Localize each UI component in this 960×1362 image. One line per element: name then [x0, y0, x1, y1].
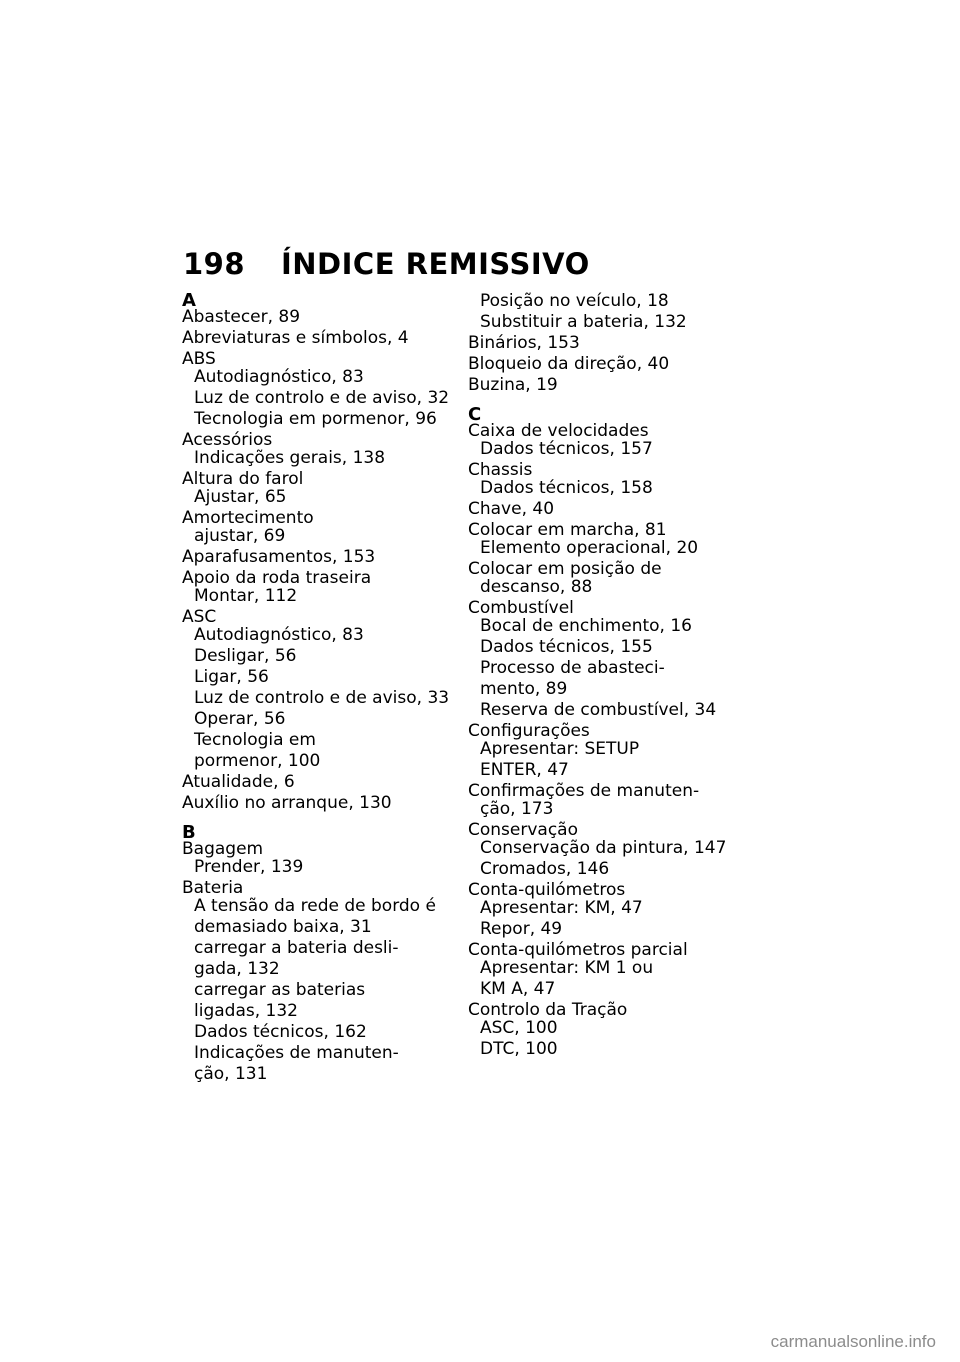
index-subentry: ligadas, 132	[194, 1001, 298, 1021]
index-entry: Auxílio no arranque, 130	[182, 793, 392, 813]
index-subentry: carregar as baterias	[194, 980, 366, 1000]
index-subentry: Montar, 112	[194, 586, 298, 606]
index-subentry: KM A, 47	[480, 979, 556, 999]
index-subentry: Bocal de enchimento, 16	[480, 616, 692, 636]
index-subentry: Elemento operacional, 20	[480, 538, 699, 558]
index-subentry: ção, 173	[480, 799, 554, 819]
index-subentry: ASC, 100	[480, 1018, 558, 1038]
index-subentry: gada, 132	[194, 959, 280, 979]
index-subentry: mento, 89	[480, 679, 568, 699]
index-entry: Confirmações de manuten-	[468, 781, 700, 801]
index-subentry: Cromados, 146	[480, 859, 610, 879]
index-entry: Bateria	[182, 878, 244, 898]
index-entry: Amortecimento	[182, 508, 314, 528]
index-subentry: Apresentar: KM, 47	[480, 898, 643, 918]
index-subentry: Dados técnicos, 158	[480, 478, 653, 498]
index-entry: Colocar em marcha, 81	[468, 520, 667, 540]
index-subentry: Dados técnicos, 157	[480, 439, 653, 459]
index-entry: Controlo da Tração	[468, 1000, 628, 1020]
index-subentry: ENTER, 47	[480, 760, 569, 780]
index-letter-heading: C	[468, 404, 482, 425]
index-entry: Aparafusamentos, 153	[182, 547, 376, 567]
index-entry: Bloqueio da direção, 40	[468, 354, 670, 374]
index-subentry: Autodiagnóstico, 83	[194, 367, 364, 387]
index-entry: Chassis	[468, 460, 533, 480]
index-subentry: Prender, 139	[194, 857, 304, 877]
index-entry: Buzina, 19	[468, 375, 558, 395]
index-subentry: Dados técnicos, 162	[194, 1022, 367, 1042]
index-entry: Binários, 153	[468, 333, 580, 353]
index-entry: Chave, 40	[468, 499, 555, 519]
index-subentry: Indicações de manuten-	[194, 1043, 399, 1063]
index-subentry: Posição no veículo, 18	[480, 291, 669, 311]
index-entry: ABS	[182, 349, 216, 369]
index-subentry: demasiado baixa, 31	[194, 917, 372, 937]
index-subentry: Dados técnicos, 155	[480, 637, 653, 657]
index-entry: ASC	[182, 607, 217, 627]
index-subentry: DTC, 100	[480, 1039, 558, 1059]
index-subentry: Reserva de combustível, 34	[480, 700, 717, 720]
index-subentry: Tecnologia em	[194, 730, 316, 750]
index-subentry: Substituir a bateria, 132	[480, 312, 687, 332]
index-entry: Bagagem	[182, 839, 264, 859]
page-title: ÍNDICE REMISSIVO	[281, 247, 590, 281]
footer-watermark: carmanualsonline.info	[770, 1332, 936, 1351]
page-number: 198	[183, 247, 246, 281]
index-entry: Conta-quilómetros	[468, 880, 626, 900]
index-subentry: carregar a bateria desli-	[194, 938, 399, 958]
index-entry: Conservação	[468, 820, 578, 840]
index-subentry: Desligar, 56	[194, 646, 297, 666]
index-letter-heading: A	[182, 290, 196, 311]
index-entry: Caixa de velocidades	[468, 421, 649, 441]
index-subentry: Conservação da pintura, 147	[480, 838, 727, 858]
page-header	[183, 244, 590, 284]
index-subentry: A tensão da rede de bordo é	[194, 896, 436, 916]
index-entry: Conta-quilómetros parcial	[468, 940, 688, 960]
index-subentry: ção, 131	[194, 1064, 268, 1084]
index-entry: Abreviaturas e símbolos, 4	[182, 328, 409, 348]
index-subentry: Tecnologia em pormenor, 96	[194, 409, 437, 429]
index-subentry: Ajustar, 65	[194, 487, 287, 507]
index-entry: Colocar em posição de	[468, 559, 662, 579]
index-subentry: Operar, 56	[194, 709, 286, 729]
index-letter-heading: B	[182, 822, 196, 843]
index-subentry: pormenor, 100	[194, 751, 321, 771]
index-subentry: Luz de controlo e de aviso, 33	[194, 688, 450, 708]
index-entry: Abastecer, 89	[182, 307, 301, 327]
index-subentry: Apresentar: KM 1 ou	[480, 958, 654, 978]
index-entry: Combustível	[468, 598, 574, 618]
index-subentry: descanso, 88	[480, 577, 593, 597]
index-subentry: Apresentar: SETUP	[480, 739, 640, 759]
index-subentry: ajustar, 69	[194, 526, 286, 546]
index-entry: Apoio da roda traseira	[182, 568, 372, 588]
index-entry: Atualidade, 6	[182, 772, 295, 792]
index-subentry: Autodiagnóstico, 83	[194, 625, 364, 645]
index-subentry: Repor, 49	[480, 919, 563, 939]
index-subentry: Luz de controlo e de aviso, 32	[194, 388, 450, 408]
index-subentry: Ligar, 56	[194, 667, 269, 687]
index-entry: Configurações	[468, 721, 590, 741]
index-subentry: Processo de abasteci-	[480, 658, 665, 678]
index-entry: Acessórios	[182, 430, 273, 450]
index-subentry: Indicações gerais, 138	[194, 448, 386, 468]
index-entry: Altura do farol	[182, 469, 304, 489]
